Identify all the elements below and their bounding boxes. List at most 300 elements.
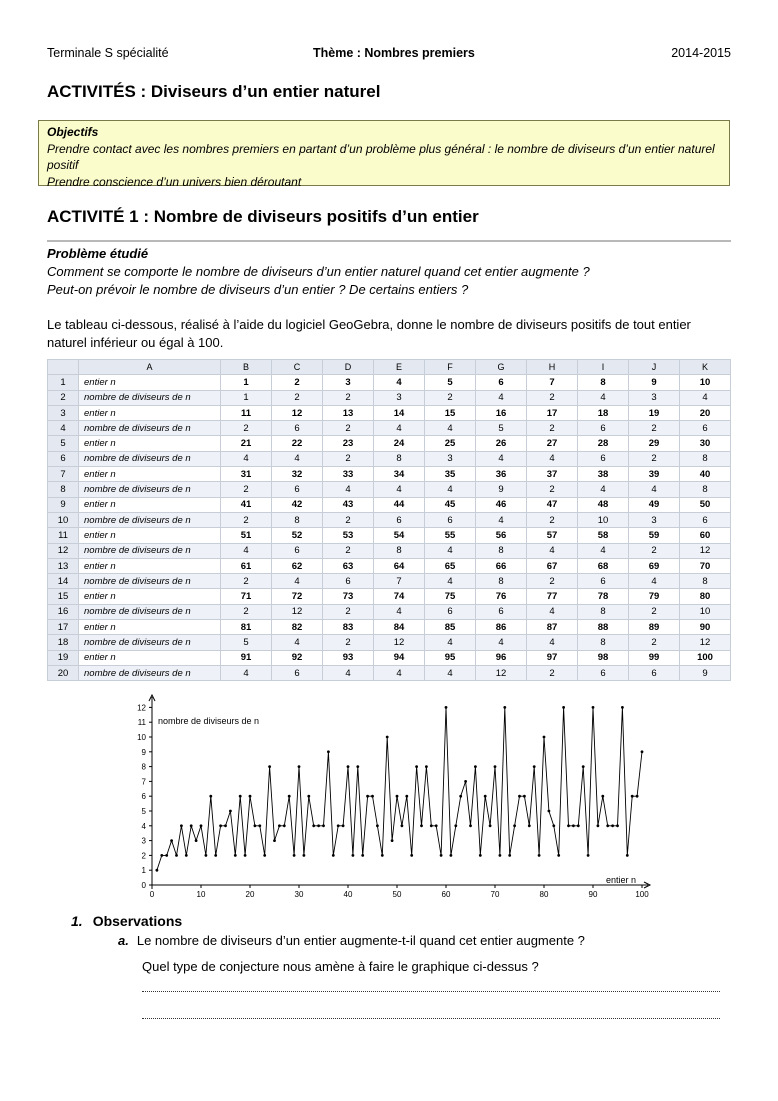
data-point — [577, 824, 580, 827]
data-point — [156, 869, 159, 872]
row-label: entier n — [79, 558, 221, 573]
cell-entier: 9 — [629, 375, 680, 390]
cell-entier: 7 — [527, 375, 578, 390]
data-point — [474, 765, 477, 768]
cell-entier: 60 — [680, 528, 731, 543]
cell-entier: 43 — [323, 497, 374, 512]
data-point — [621, 706, 624, 709]
data-point — [244, 854, 247, 857]
header-year: 2014-2015 — [671, 46, 731, 60]
data-point — [499, 854, 502, 857]
x-tick-label: 40 — [343, 890, 353, 899]
data-point — [263, 854, 266, 857]
data-point — [459, 795, 462, 798]
cell-divisors: 4 — [527, 635, 578, 650]
row-number: 7 — [48, 467, 79, 482]
cell-entier: 51 — [221, 528, 272, 543]
row-number: 17 — [48, 620, 79, 635]
column-header-j: J — [629, 360, 680, 375]
data-point — [165, 854, 168, 857]
cell-divisors: 4 — [476, 451, 527, 466]
data-point — [518, 795, 521, 798]
row-number: 15 — [48, 589, 79, 604]
data-point — [352, 854, 355, 857]
y-tick-label: 4 — [141, 821, 146, 831]
data-point — [567, 824, 570, 827]
cell-divisors: 6 — [425, 512, 476, 527]
data-point — [435, 824, 438, 827]
cell-entier: 13 — [323, 405, 374, 420]
data-point — [548, 810, 551, 813]
cell-divisors: 8 — [374, 451, 425, 466]
cell-entier: 52 — [272, 528, 323, 543]
cell-entier: 83 — [323, 620, 374, 635]
corner-cell — [48, 360, 79, 375]
cell-entier: 73 — [323, 589, 374, 604]
x-tick-label: 20 — [245, 890, 255, 899]
cell-divisors: 12 — [476, 665, 527, 680]
column-header-d: D — [323, 360, 374, 375]
data-point — [572, 824, 575, 827]
cell-divisors: 10 — [578, 512, 629, 527]
row-label: nombre de diviseurs de n — [79, 635, 221, 650]
cell-entier: 75 — [425, 589, 476, 604]
x-tick-label: 80 — [539, 890, 549, 899]
cell-divisors: 12 — [680, 543, 731, 558]
cell-divisors: 2 — [629, 543, 680, 558]
cell-entier: 21 — [221, 436, 272, 451]
y-tick-label: 0 — [141, 881, 146, 890]
data-point — [454, 824, 457, 827]
cell-divisors: 4 — [425, 635, 476, 650]
cell-divisors: 4 — [578, 543, 629, 558]
cell-entier: 64 — [374, 558, 425, 573]
cell-entier: 1 — [221, 375, 272, 390]
cell-divisors: 3 — [629, 390, 680, 405]
cell-divisors: 12 — [374, 635, 425, 650]
table-row-entier — [48, 558, 731, 573]
cell-entier: 70 — [680, 558, 731, 573]
data-point — [616, 824, 619, 827]
cell-entier: 28 — [578, 436, 629, 451]
x-tick-label: 60 — [441, 890, 451, 899]
table-row-divisors — [48, 390, 731, 405]
data-point — [371, 795, 374, 798]
cell-entier: 84 — [374, 620, 425, 635]
y-tick-label: 8 — [141, 762, 146, 772]
cell-divisors: 6 — [272, 665, 323, 680]
cell-entier: 81 — [221, 620, 272, 635]
row-number: 16 — [48, 604, 79, 619]
row-number: 8 — [48, 482, 79, 497]
cell-divisors: 2 — [221, 512, 272, 527]
data-point — [332, 854, 335, 857]
divisors-line-chart — [125, 693, 665, 905]
cell-divisors: 2 — [323, 512, 374, 527]
x-tick-label: 90 — [588, 890, 598, 899]
data-point — [249, 795, 252, 798]
cell-entier: 39 — [629, 467, 680, 482]
data-point — [523, 795, 526, 798]
data-point — [337, 824, 340, 827]
data-point — [273, 839, 276, 842]
data-point — [626, 854, 629, 857]
cell-entier: 58 — [578, 528, 629, 543]
data-point — [214, 854, 217, 857]
objectives-heading: Objectifs — [47, 125, 99, 139]
cell-divisors: 2 — [629, 421, 680, 436]
table-row-divisors — [48, 512, 731, 527]
table-row-divisors — [48, 665, 731, 680]
data-point — [205, 854, 208, 857]
row-label: nombre de diviseurs de n — [79, 665, 221, 680]
cell-entier: 78 — [578, 589, 629, 604]
data-point — [347, 765, 350, 768]
data-point — [464, 780, 467, 783]
cell-divisors: 4 — [527, 451, 578, 466]
cell-divisors: 2 — [527, 390, 578, 405]
data-point — [307, 795, 310, 798]
cell-entier: 49 — [629, 497, 680, 512]
data-point — [636, 795, 639, 798]
cell-entier: 54 — [374, 528, 425, 543]
cell-entier: 24 — [374, 436, 425, 451]
data-point — [601, 795, 604, 798]
column-header-g: G — [476, 360, 527, 375]
cell-divisors: 8 — [374, 543, 425, 558]
cell-entier: 98 — [578, 650, 629, 665]
cell-divisors: 4 — [476, 512, 527, 527]
cell-divisors: 9 — [680, 665, 731, 680]
data-point — [597, 824, 600, 827]
cell-divisors: 6 — [578, 421, 629, 436]
cell-divisors: 6 — [323, 574, 374, 589]
row-label: nombre de diviseurs de n — [79, 574, 221, 589]
x-tick-label: 30 — [294, 890, 304, 899]
data-point — [503, 706, 506, 709]
question-a — [118, 933, 585, 948]
data-point — [420, 824, 423, 827]
cell-divisors: 10 — [680, 604, 731, 619]
row-label: entier n — [79, 650, 221, 665]
data-point — [641, 750, 644, 753]
data-point — [288, 795, 291, 798]
row-label: entier n — [79, 497, 221, 512]
x-tick-label: 100 — [635, 890, 649, 899]
row-number: 5 — [48, 436, 79, 451]
data-point — [582, 765, 585, 768]
data-point — [611, 824, 614, 827]
x-tick-label: 70 — [490, 890, 500, 899]
data-point — [361, 854, 364, 857]
page-header — [47, 46, 731, 64]
data-point — [342, 824, 345, 827]
data-point — [254, 824, 257, 827]
cell-divisors: 8 — [680, 451, 731, 466]
data-point — [219, 824, 222, 827]
cell-divisors: 2 — [527, 482, 578, 497]
cell-entier: 90 — [680, 620, 731, 635]
cell-divisors: 2 — [323, 390, 374, 405]
x-axis-label: entier n — [606, 875, 637, 885]
cell-divisors: 2 — [221, 574, 272, 589]
header-theme: Thème : Nombres premiers — [313, 46, 475, 60]
cell-divisors: 4 — [323, 482, 374, 497]
cell-divisors: 6 — [578, 451, 629, 466]
cell-entier: 82 — [272, 620, 323, 635]
cell-divisors: 6 — [476, 604, 527, 619]
cell-divisors: 12 — [272, 604, 323, 619]
cell-divisors: 6 — [578, 665, 629, 680]
activity1-title: ACTIVITÉ 1 : Nombre de diviseurs positifs d’un entier — [47, 207, 479, 226]
y-tick-label: 3 — [141, 836, 146, 846]
cell-divisors: 2 — [323, 543, 374, 558]
data-point — [562, 706, 565, 709]
cell-divisors: 6 — [272, 421, 323, 436]
cell-entier: 4 — [374, 375, 425, 390]
cell-entier: 72 — [272, 589, 323, 604]
table-row-divisors — [48, 451, 731, 466]
row-number: 1 — [48, 375, 79, 390]
row-label: nombre de diviseurs de n — [79, 421, 221, 436]
table-row-entier — [48, 497, 731, 512]
cell-entier: 62 — [272, 558, 323, 573]
data-point — [430, 824, 433, 827]
cell-entier: 91 — [221, 650, 272, 665]
cell-divisors: 4 — [221, 451, 272, 466]
data-point — [298, 765, 301, 768]
cell-entier: 96 — [476, 650, 527, 665]
data-point — [185, 854, 188, 857]
data-point — [317, 824, 320, 827]
data-point — [543, 736, 546, 739]
cell-divisors: 4 — [527, 604, 578, 619]
x-tick-label: 0 — [149, 890, 155, 899]
cell-entier: 2 — [272, 375, 323, 390]
data-point — [209, 795, 212, 798]
cell-entier: 14 — [374, 405, 425, 420]
row-label: nombre de diviseurs de n — [79, 512, 221, 527]
cell-entier: 12 — [272, 405, 323, 420]
row-label: nombre de diviseurs de n — [79, 482, 221, 497]
data-point — [190, 824, 193, 827]
cell-divisors: 5 — [476, 421, 527, 436]
data-point — [283, 824, 286, 827]
cell-entier: 40 — [680, 467, 731, 482]
cell-entier: 80 — [680, 589, 731, 604]
cell-divisors: 4 — [272, 635, 323, 650]
table-row-entier — [48, 436, 731, 451]
row-number: 4 — [48, 421, 79, 436]
cell-entier: 25 — [425, 436, 476, 451]
data-point — [587, 854, 590, 857]
cell-divisors: 4 — [578, 390, 629, 405]
cell-divisors: 4 — [425, 543, 476, 558]
cell-divisors: 8 — [578, 604, 629, 619]
row-number: 18 — [48, 635, 79, 650]
cell-divisors: 4 — [425, 482, 476, 497]
cell-divisors: 8 — [476, 543, 527, 558]
row-number: 6 — [48, 451, 79, 466]
cell-entier: 76 — [476, 589, 527, 604]
data-point — [239, 795, 242, 798]
cell-divisors: 4 — [578, 482, 629, 497]
cell-entier: 30 — [680, 436, 731, 451]
row-number: 2 — [48, 390, 79, 405]
cell-divisors: 6 — [425, 604, 476, 619]
y-axis-label: nombre de diviseurs de n — [158, 716, 260, 726]
cell-divisors: 5 — [221, 635, 272, 650]
problem-question-2: Peut-on prévoir le nombre de diviseurs d’un entier ? De certains entiers ? — [47, 282, 469, 297]
row-label: nombre de diviseurs de n — [79, 604, 221, 619]
row-number: 13 — [48, 558, 79, 573]
cell-divisors: 8 — [680, 574, 731, 589]
cell-entier: 50 — [680, 497, 731, 512]
answer-line-1[interactable] — [142, 991, 720, 992]
divisors-spreadsheet — [47, 359, 731, 681]
cell-entier: 16 — [476, 405, 527, 420]
observations-title: Observations — [92, 913, 183, 929]
series-line — [157, 707, 642, 870]
cell-entier: 94 — [374, 650, 425, 665]
y-tick-label: 1 — [141, 866, 146, 876]
data-point — [381, 854, 384, 857]
cell-entier: 47 — [527, 497, 578, 512]
cell-entier: 11 — [221, 405, 272, 420]
cell-entier: 5 — [425, 375, 476, 390]
data-point — [445, 706, 448, 709]
table-row-divisors — [48, 635, 731, 650]
column-header-f: F — [425, 360, 476, 375]
data-point — [631, 795, 634, 798]
cell-entier: 22 — [272, 436, 323, 451]
cell-divisors: 9 — [476, 482, 527, 497]
problem-question-1: Comment se comporte le nombre de diviseurs d’un entier naturel quand cet entier augmente ? — [47, 264, 590, 279]
answer-line-2[interactable] — [142, 1018, 720, 1019]
cell-divisors: 8 — [578, 635, 629, 650]
data-point — [401, 824, 404, 827]
cell-divisors: 2 — [527, 665, 578, 680]
row-label: entier n — [79, 620, 221, 635]
cell-entier: 42 — [272, 497, 323, 512]
observations-number: 1. — [71, 913, 83, 929]
cell-divisors: 6 — [374, 512, 425, 527]
cell-divisors: 4 — [272, 574, 323, 589]
data-point — [396, 795, 399, 798]
cell-entier: 87 — [527, 620, 578, 635]
column-header-k: K — [680, 360, 731, 375]
column-header-i: I — [578, 360, 629, 375]
table-row-entier — [48, 589, 731, 604]
data-point — [489, 824, 492, 827]
row-number: 9 — [48, 497, 79, 512]
y-tick-label: 7 — [141, 777, 146, 787]
question-a-text: Le nombre de diviseurs d’un entier augmente-t-il quand cet entier augmente ? — [136, 933, 585, 948]
cell-divisors: 2 — [425, 390, 476, 405]
column-header-b: B — [221, 360, 272, 375]
data-point — [494, 765, 497, 768]
row-label: entier n — [79, 405, 221, 420]
cell-divisors: 4 — [323, 665, 374, 680]
problem-heading: Problème étudié — [47, 246, 149, 261]
cell-divisors: 2 — [323, 421, 374, 436]
data-point — [592, 706, 595, 709]
intro-text: Le tableau ci-dessous, réalisé à l’aide du logiciel GeoGebra, donne le nombre de diviseurs positifs de tout entier naturel inférieur ou égal à 100. — [47, 317, 691, 350]
data-point — [386, 736, 389, 739]
cell-entier: 53 — [323, 528, 374, 543]
cell-divisors: 6 — [680, 512, 731, 527]
cell-entier: 56 — [476, 528, 527, 543]
cell-entier: 57 — [527, 528, 578, 543]
data-point — [170, 839, 173, 842]
cell-entier: 68 — [578, 558, 629, 573]
data-point — [440, 854, 443, 857]
cell-entier: 48 — [578, 497, 629, 512]
objective-line-1: Prendre contact avec les nombres premiers en partant d’un problème plus général : le nombre de diviseurs d’un entier naturel positif — [47, 141, 715, 172]
cell-entier: 27 — [527, 436, 578, 451]
question-a-letter: a. — [118, 933, 129, 948]
data-point — [479, 854, 482, 857]
cell-entier: 65 — [425, 558, 476, 573]
data-point — [425, 765, 428, 768]
data-point — [293, 854, 296, 857]
data-point — [356, 765, 359, 768]
cell-divisors: 4 — [221, 543, 272, 558]
cell-entier: 97 — [527, 650, 578, 665]
cell-divisors: 4 — [527, 543, 578, 558]
table-row-entier — [48, 405, 731, 420]
row-number: 11 — [48, 528, 79, 543]
data-point — [229, 810, 232, 813]
cell-entier: 44 — [374, 497, 425, 512]
data-point — [538, 854, 541, 857]
cell-entier: 95 — [425, 650, 476, 665]
cell-divisors: 2 — [272, 390, 323, 405]
data-point — [366, 795, 369, 798]
cell-divisors: 4 — [374, 421, 425, 436]
data-point — [303, 854, 306, 857]
data-point — [405, 795, 408, 798]
row-number: 20 — [48, 665, 79, 680]
cell-entier: 66 — [476, 558, 527, 573]
cell-divisors: 4 — [374, 482, 425, 497]
cell-entier: 37 — [527, 467, 578, 482]
data-point — [160, 854, 163, 857]
table-row-divisors — [48, 574, 731, 589]
cell-divisors: 8 — [680, 482, 731, 497]
row-number: 3 — [48, 405, 79, 420]
cell-entier: 69 — [629, 558, 680, 573]
header-course: Terminale S spécialité — [47, 46, 169, 60]
y-tick-label: 2 — [141, 851, 146, 861]
table-row-divisors — [48, 543, 731, 558]
cell-entier: 74 — [374, 589, 425, 604]
cell-divisors: 8 — [272, 512, 323, 527]
cell-entier: 32 — [272, 467, 323, 482]
table-row-entier — [48, 650, 731, 665]
cell-entier: 92 — [272, 650, 323, 665]
cell-entier: 38 — [578, 467, 629, 482]
cell-divisors: 4 — [374, 604, 425, 619]
section-divider — [47, 240, 731, 242]
cell-divisors: 2 — [629, 635, 680, 650]
cell-divisors: 2 — [629, 604, 680, 619]
cell-entier: 34 — [374, 467, 425, 482]
data-point — [552, 824, 555, 827]
table-row-divisors — [48, 604, 731, 619]
cell-entier: 17 — [527, 405, 578, 420]
table-row-entier — [48, 467, 731, 482]
